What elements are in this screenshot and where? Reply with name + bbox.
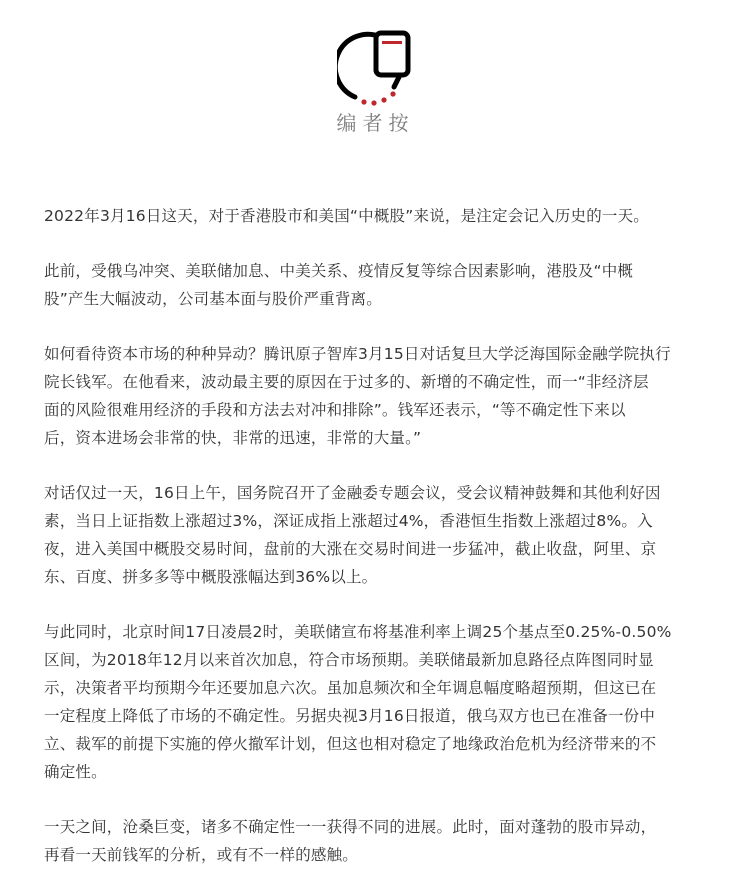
paragraph-line: 后，资本进场会非常的快，非常的迅速，非常的大量。”: [44, 429, 422, 447]
paragraph-3: [44, 340, 714, 452]
paragraph-line: 面的风险很难用经济的手段和方法去对冲和排除”。钱军还表示，“等不确定性下来以: [44, 401, 626, 419]
paragraph-line: 如何看待资本市场的种种异动？腾讯原子智库3月15日对话复旦大学泛海国际金融学院执行: [44, 345, 671, 363]
paragraph-line: 2022年3月16日这天，对于香港股市和美国“中概股”来说，是注定会记入历史的一天。: [44, 207, 649, 225]
paragraph-line: 与此同时，北京时间17日凌晨2时，美联储宣布将基准利率上调25个基点至0.25%-0.50%: [44, 623, 672, 641]
paragraph-1: [44, 202, 714, 230]
paragraph-line: 一天之间，沧桑巨变，诸多不确定性一一获得不同的进展。此时，面对蓬勃的股市异动，: [44, 818, 657, 836]
paragraph-line: 此前，受俄乌冲突、美联储加息、中美关系、疫情反复等综合因素影响，港股及“中概: [44, 262, 634, 280]
paragraph-2: [44, 257, 714, 313]
paragraph-line: 区间，为2018年12月以来首次加息，符合市场预期。美联储最新加息路径点阵图同时显: [44, 651, 654, 669]
paragraph-line: 一定程度上降低了市场的不确定性。另据央视3月16日报道，俄乌双方也已在准备一份中: [44, 707, 656, 725]
editor-note-title: 编者按: [336, 111, 415, 135]
paragraph-line: 示，决策者平均预期今年还要加息六次。虽加息频次和全年调息幅度略超预期，但这已在: [44, 679, 657, 697]
paragraph-line: 夜，进入美国中概股交易时间，盘前的大涨在交易时间进一步猛冲，截止收盘，阿里、京: [44, 540, 657, 558]
paragraph-5: [44, 618, 714, 786]
paragraph-6: [44, 813, 714, 869]
paragraph-line: 素，当日上证指数上涨超过3%，深证成指上涨超过4%，香港恒生指数上涨超过8%。入: [44, 512, 653, 530]
editor-note-header: [0, 0, 751, 150]
paragraph-line: 立、裁军的前提下实施的停火撤军计划，但这也相对稳定了地缘政治危机为经济带来的不: [44, 735, 657, 753]
paragraph-line: 对话仅过一天，16日上午，国务院召开了金融委专题会议，受会议精神鼓舞和其他利好因: [44, 484, 661, 502]
article-body: [44, 202, 714, 896]
paragraph-line: 再看一天前钱军的分析，或有不一样的感触。: [44, 846, 359, 864]
paragraph-line: 东、百度、拼多多等中概股涨幅达到36%以上。: [44, 568, 378, 586]
paragraph-line: 院长钱军。在他看来，波动最主要的原因在于过多的、新增的不确定性，而一“非经济层: [44, 373, 649, 391]
editor-note-logo-icon: [337, 27, 419, 109]
paragraph-line: 股”产生大幅波动，公司基本面与股价严重背离。: [44, 290, 382, 308]
paragraph-4: [44, 479, 714, 591]
paragraph-line: 确定性。: [44, 763, 107, 781]
